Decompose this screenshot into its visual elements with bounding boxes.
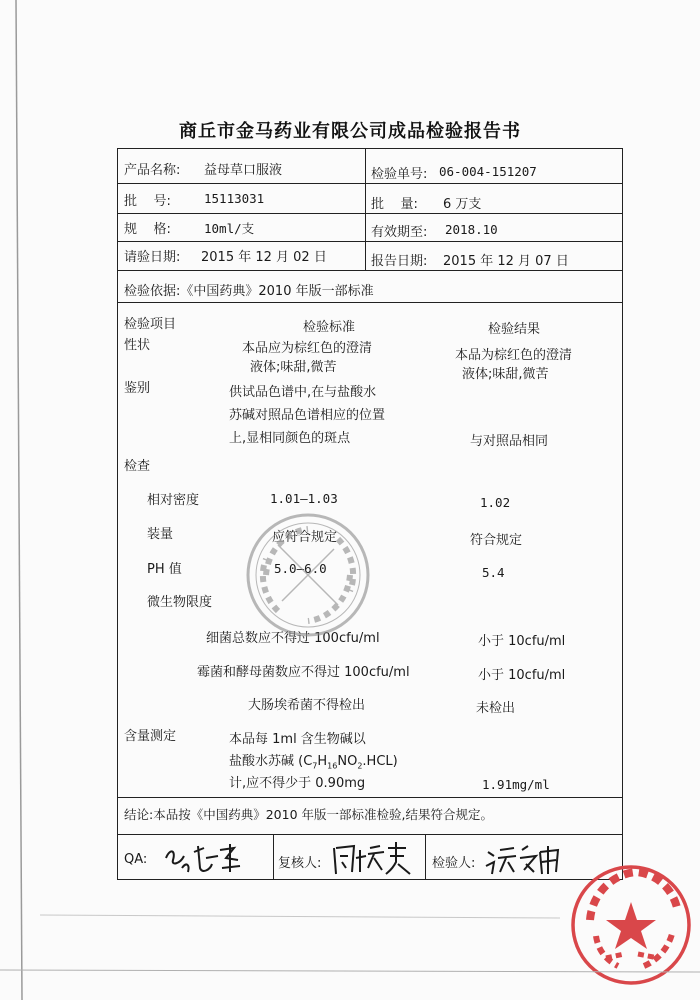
report-number-value: 06-004-151207 — [439, 164, 537, 179]
fill-volume-item: 装量 — [147, 527, 174, 542]
density-standard: 1.01—1.03 — [270, 491, 338, 506]
appearance-standard-line1: 本品应为棕红色的澄清 — [242, 341, 373, 356]
expiry-value: 2018.10 — [445, 222, 498, 237]
request-date-label: 请验日期: — [124, 250, 181, 265]
bacteria-result: 小于 10cfu/ml — [478, 634, 566, 649]
identification-standard-line1: 供试品色谱中,在与盐酸水 — [229, 385, 377, 400]
product-name-label: 产品名称: — [124, 163, 181, 178]
ph-standard: 5.0—6.0 — [274, 561, 327, 576]
bacteria-standard: 细菌总数应不得过 100cfu/ml — [206, 631, 380, 646]
mold-yeast-standard: 霉菌和酵母菌数应不得过 100cfu/ml — [197, 665, 410, 680]
qa-label: QA: — [124, 852, 148, 867]
appearance-item: 性状 — [124, 338, 151, 353]
assay-standard-line2: 盐酸水苏碱 $(C_7H_{16}NO_2.HCL)$ — [229, 754, 398, 771]
fill-volume-result: 符合规定 — [470, 533, 523, 548]
microbial-limit-item: 微生物限度 — [147, 595, 213, 610]
assay-standard-line3: 计,应不得少于 0.90mg — [229, 776, 366, 791]
report-number-label: 检验单号: — [371, 167, 428, 182]
check-heading: 检查 — [124, 459, 151, 474]
density-result: 1.02 — [480, 495, 511, 510]
assay-item: 含量测定 — [124, 729, 177, 744]
identification-item: 鉴别 — [124, 381, 151, 396]
inspection-basis: 检验依据:《中国药典》2010 年版一部标准 — [124, 284, 374, 299]
expiry-label: 有效期至: — [371, 225, 428, 240]
identification-standard-line3: 上,显相同颜色的斑点 — [229, 431, 351, 446]
ph-item: PH 值 — [147, 562, 182, 577]
appearance-result-line1: 本品为棕红色的澄清 — [455, 348, 573, 363]
column-heading-result: 检验结果 — [488, 322, 541, 337]
report-date-label: 报告日期: — [371, 254, 428, 269]
spec-label: 规 格: — [124, 222, 171, 237]
page-title: 商丘市金马药业有限公司成品检验报告书 — [179, 121, 521, 142]
ecoli-standard: 大肠埃希菌不得检出 — [248, 698, 366, 713]
conclusion: 结论:本品按《中国药典》2010 年版一部标准检验,结果符合规定。 — [124, 807, 493, 822]
fill-volume-standard: 应符合规定 — [272, 530, 338, 545]
request-date-value: 2015 年 12 月 02 日 — [201, 250, 327, 265]
report-date-value: 2015 年 12 月 07 日 — [443, 254, 569, 269]
quantity-value: 6 万支 — [443, 197, 482, 212]
column-heading-item: 检验项目 — [124, 317, 177, 332]
assay-result: 1.91mg/ml — [482, 777, 550, 792]
reviewer-label: 复核人: — [278, 856, 322, 871]
quantity-label: 批 量: — [371, 197, 418, 212]
column-heading-standard: 检验标准 — [303, 320, 356, 335]
batch-value: 15113031 — [204, 191, 265, 206]
product-name-value: 益母草口服液 — [204, 163, 283, 178]
ecoli-result: 未检出 — [476, 701, 516, 716]
spec-value: 10ml/支 — [204, 221, 255, 236]
inspector-label: 检验人: — [432, 856, 476, 871]
mold-yeast-result: 小于 10cfu/ml — [478, 668, 566, 683]
assay-standard-line1: 本品每 1ml 含生物碱以 — [229, 732, 366, 747]
identification-standard-line2: 苏碱对照品色谱相应的位置 — [229, 408, 386, 423]
appearance-standard-line2: 液体;味甜,微苦 — [250, 360, 337, 375]
ph-result: 5.4 — [482, 565, 505, 580]
identification-result: 与对照品相同 — [470, 434, 549, 449]
density-item: 相对密度 — [147, 493, 200, 508]
appearance-result-line2: 液体;味甜,微苦 — [462, 367, 549, 382]
batch-label: 批 号: — [124, 194, 171, 209]
